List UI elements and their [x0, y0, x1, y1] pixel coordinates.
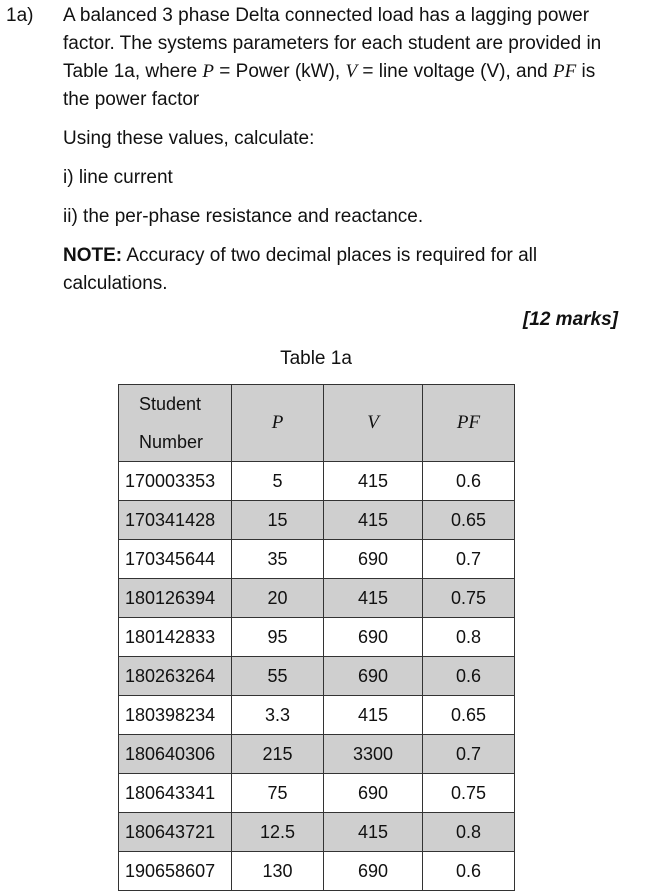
note-text: NOTE: Accuracy of two decimal places is required for all calculations. — [63, 245, 538, 294]
table-row — [119, 696, 515, 735]
power-factor-cell: 0.6 — [423, 852, 515, 891]
voltage-cell: 690 — [324, 657, 423, 696]
voltage-cell: 415 — [324, 579, 423, 618]
voltage-cell: 415 — [324, 813, 423, 852]
note-label: NOTE: — [63, 245, 123, 266]
power-cell: 3.3 — [232, 696, 324, 735]
header-voltage: V — [324, 385, 423, 462]
voltage-cell: 415 — [324, 501, 423, 540]
voltage-cell: 415 — [324, 696, 423, 735]
question-body — [63, 2, 623, 298]
voltage-cell: 690 — [324, 774, 423, 813]
power-factor-cell: 0.6 — [423, 462, 515, 501]
table-row — [119, 852, 515, 891]
power-factor-cell: 0.8 — [423, 618, 515, 657]
voltage-cell: 3300 — [324, 735, 423, 774]
question-intro: A balanced 3 phase Delta connected load has a lagging power factor. The systems parameters for each student are provided in Table 1a, where P = Power (kW), V = line voltage (V), and PF is the power factor — [63, 5, 602, 110]
table-caption: Table 1a — [280, 348, 352, 369]
table-row — [119, 813, 515, 852]
student-parameters-table — [118, 384, 515, 891]
power-factor-cell: 0.65 — [423, 501, 515, 540]
power-cell: 55 — [232, 657, 324, 696]
power-factor-cell: 0.75 — [423, 774, 515, 813]
voltage-cell: 415 — [324, 462, 423, 501]
header-power: P — [232, 385, 324, 462]
student-number-cell: 170003353 — [119, 462, 232, 501]
question-number: 1a) — [6, 5, 34, 26]
student-number-cell: 170341428 — [119, 501, 232, 540]
voltage-cell: 690 — [324, 852, 423, 891]
table-row — [119, 735, 515, 774]
voltage-cell: 690 — [324, 618, 423, 657]
power-cell: 5 — [232, 462, 324, 501]
table-row — [119, 501, 515, 540]
power-factor-cell: 0.65 — [423, 696, 515, 735]
power-factor-cell: 0.75 — [423, 579, 515, 618]
header-power-factor: PF — [423, 385, 515, 462]
power-factor-cell: 0.6 — [423, 657, 515, 696]
power-cell: 15 — [232, 501, 324, 540]
voltage-cell: 690 — [324, 540, 423, 579]
student-number-cell: 180126394 — [119, 579, 232, 618]
student-number-cell: 180643721 — [119, 813, 232, 852]
power-cell: 130 — [232, 852, 324, 891]
table-row — [119, 540, 515, 579]
table-header-row — [119, 385, 515, 462]
table-row — [119, 657, 515, 696]
power-cell: 12.5 — [232, 813, 324, 852]
header-student-number: Student Number — [119, 385, 232, 462]
student-number-cell: 180142833 — [119, 618, 232, 657]
table-row — [119, 774, 515, 813]
task-item-2: ii) the per-phase resistance and reactance. — [63, 206, 424, 227]
power-factor-cell: 0.7 — [423, 540, 515, 579]
power-cell: 75 — [232, 774, 324, 813]
student-number-cell: 190658607 — [119, 852, 232, 891]
student-number-cell: 180398234 — [119, 696, 232, 735]
task-item-1: i) line current — [63, 167, 173, 188]
power-cell: 215 — [232, 735, 324, 774]
power-cell: 95 — [232, 618, 324, 657]
table-row — [119, 579, 515, 618]
student-number-cell: 170345644 — [119, 540, 232, 579]
table-row — [119, 618, 515, 657]
power-cell: 20 — [232, 579, 324, 618]
power-factor-cell: 0.8 — [423, 813, 515, 852]
marks-label: [12 marks] — [522, 309, 618, 330]
power-factor-cell: 0.7 — [423, 735, 515, 774]
table-row — [119, 462, 515, 501]
student-number-cell: 180643341 — [119, 774, 232, 813]
instruction-text: Using these values, calculate: — [63, 128, 315, 149]
power-cell: 35 — [232, 540, 324, 579]
student-number-cell: 180263264 — [119, 657, 232, 696]
student-number-cell: 180640306 — [119, 735, 232, 774]
